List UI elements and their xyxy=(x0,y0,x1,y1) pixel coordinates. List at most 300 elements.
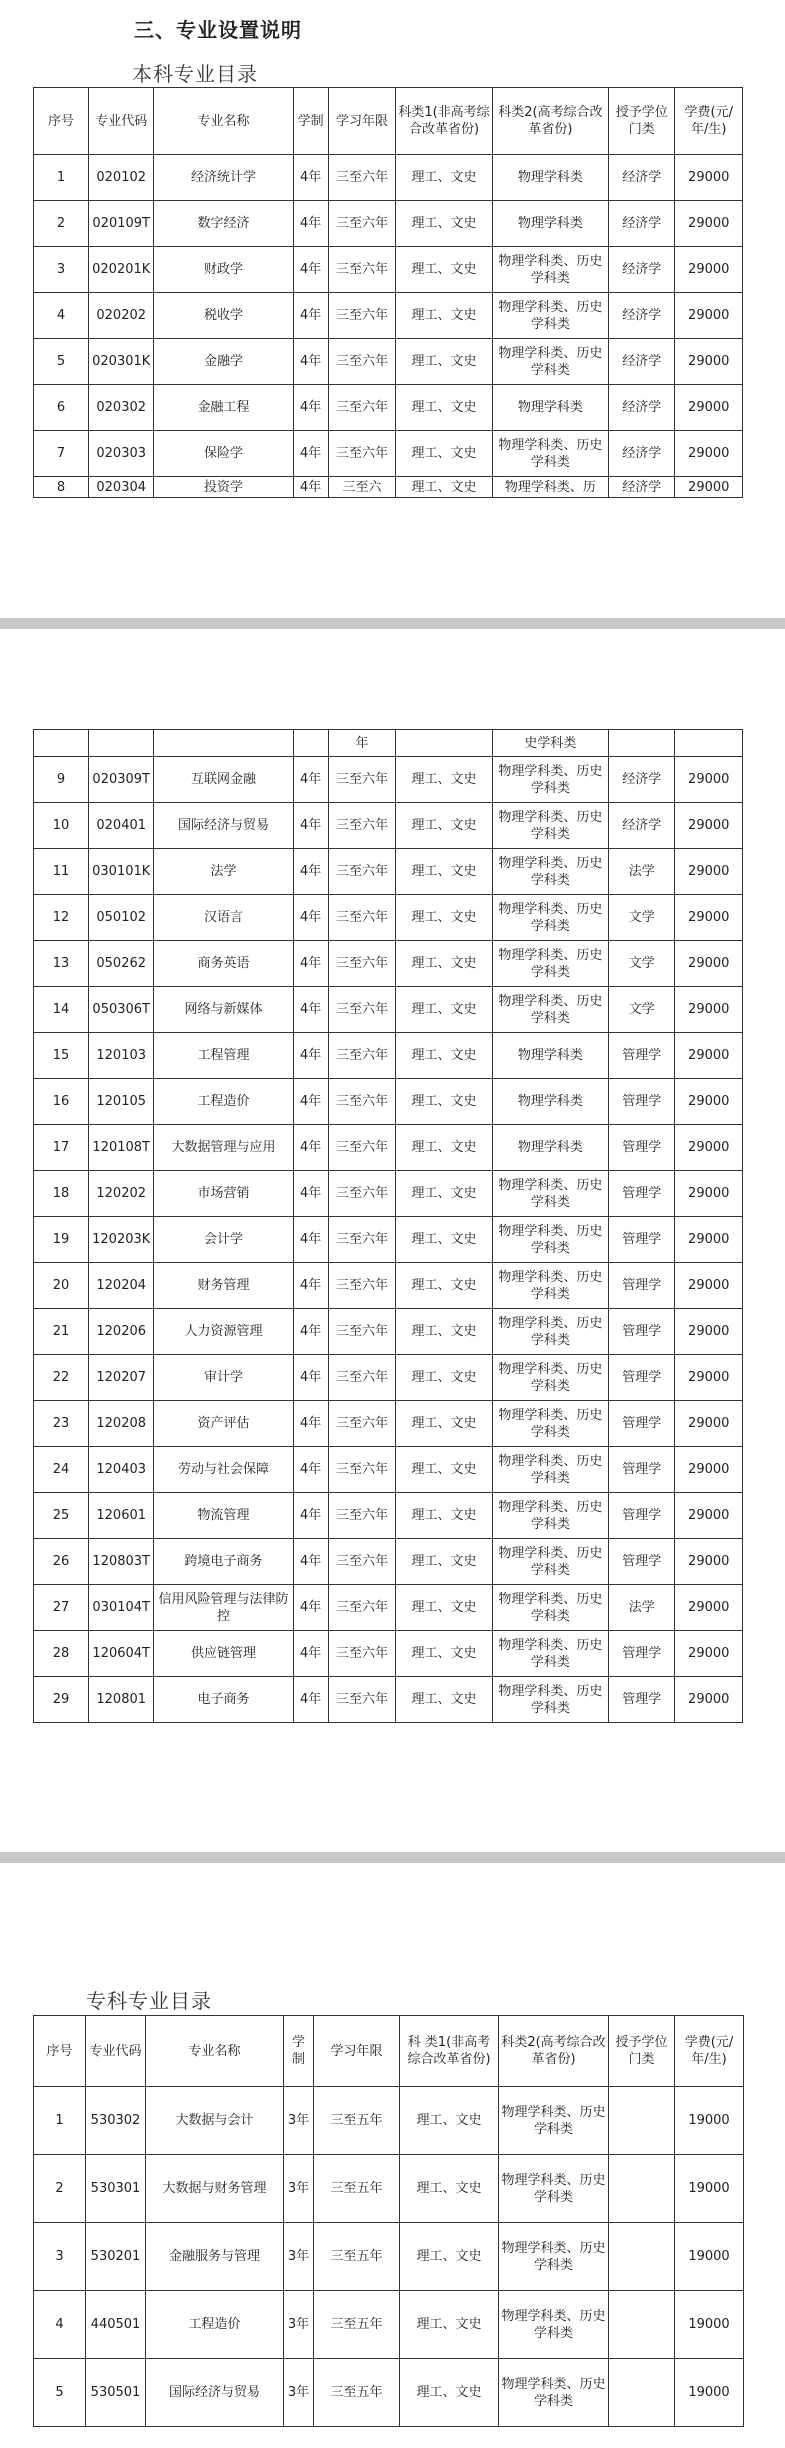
cell-length: 4年 xyxy=(293,477,328,498)
cell-category1: 理工、文史 xyxy=(396,1401,493,1447)
cell-seq: 20 xyxy=(34,1263,89,1309)
cell-category1: 理工、文史 xyxy=(396,941,493,987)
cell-tuition: 29000 xyxy=(675,339,743,385)
cell-degree: 经济学 xyxy=(609,385,675,431)
cell-seq: 29 xyxy=(34,1677,89,1723)
cell-category1: 理工、文史 xyxy=(396,1355,493,1401)
cell-major: 金融学 xyxy=(154,339,293,385)
table-row xyxy=(34,1033,743,1079)
cell-years: 三至六年 xyxy=(328,757,395,803)
cell-code: 020304 xyxy=(89,477,154,498)
cell-years: 三至五年 xyxy=(314,2223,400,2291)
table-row xyxy=(34,1309,743,1355)
cell-category2: 物理学科类、历史学科类 xyxy=(492,1171,608,1217)
cell-years: 三至六年 xyxy=(328,849,395,895)
cell-tuition: 29000 xyxy=(675,247,743,293)
cell-degree: 管理学 xyxy=(609,1631,675,1677)
undergrad-catalog-title: 本科专业目录 xyxy=(132,62,258,86)
cell-degree: 管理学 xyxy=(609,1539,675,1585)
cell-category2: 物理学科类、历史学科类 xyxy=(499,2291,609,2359)
cell-years: 三至五年 xyxy=(314,2155,400,2223)
cell-length: 4年 xyxy=(293,757,328,803)
cell-tuition: 29000 xyxy=(675,757,743,803)
page-separator xyxy=(0,1852,785,1863)
cell-category2: 物理学科类 xyxy=(492,1079,608,1125)
cell-years: 三至六年 xyxy=(328,803,395,849)
cell-tuition: 29000 xyxy=(675,1631,743,1677)
cell-major: 工程造价 xyxy=(146,2291,284,2359)
cell-seq: 2 xyxy=(34,2155,86,2223)
cell-category1: 理工、文史 xyxy=(400,2291,499,2359)
cell-major: 网络与新媒体 xyxy=(154,987,293,1033)
page-separator xyxy=(0,618,785,629)
cell-seq: 19 xyxy=(34,1217,89,1263)
cell-category2: 物理学科类、历史学科类 xyxy=(499,2087,609,2155)
cell-seq: 3 xyxy=(34,2223,86,2291)
table-row xyxy=(34,1217,743,1263)
table-row xyxy=(34,247,743,293)
cell-code: 120206 xyxy=(89,1309,154,1355)
cell-years: 三至六年 xyxy=(328,1309,395,1355)
cell-code: 020102 xyxy=(89,155,154,201)
cell-degree: 经济学 xyxy=(609,477,675,498)
cell-code: 050102 xyxy=(89,895,154,941)
cell-major: 国际经济与贸易 xyxy=(154,803,293,849)
cell-code: 120803T xyxy=(89,1539,154,1585)
cell-length: 4年 xyxy=(293,1355,328,1401)
cell-major: 金融服务与管理 xyxy=(146,2223,284,2291)
cell-seq xyxy=(34,730,89,757)
cell-category2: 物理学科类、历史学科类 xyxy=(492,1217,608,1263)
table-row xyxy=(34,2087,744,2155)
cell-length: 4年 xyxy=(293,1171,328,1217)
cell-length: 4年 xyxy=(293,1125,328,1171)
header-category1: 科 类1(非高考综合改革省份) xyxy=(400,2016,499,2087)
cell-code: 120601 xyxy=(89,1493,154,1539)
cell-category1: 理工、文史 xyxy=(396,339,493,385)
cell-years: 三至六年 xyxy=(328,1447,395,1493)
cell-tuition: 19000 xyxy=(675,2155,744,2223)
cell-major: 工程管理 xyxy=(154,1033,293,1079)
table-row xyxy=(34,1125,743,1171)
cell-category2: 物理学科类、历史学科类 xyxy=(492,941,608,987)
cell-major: 税收学 xyxy=(154,293,293,339)
cell-category1 xyxy=(396,730,493,757)
cell-length: 3年 xyxy=(284,2223,314,2291)
cell-major: 互联网金融 xyxy=(154,757,293,803)
cell-code: 120105 xyxy=(89,1079,154,1125)
cell-major: 数字经济 xyxy=(154,201,293,247)
cell-code: 020303 xyxy=(89,431,154,477)
cell-major: 物流管理 xyxy=(154,1493,293,1539)
cell-category1: 理工、文史 xyxy=(396,293,493,339)
undergrad-table-part1 xyxy=(33,87,743,498)
cell-tuition: 19000 xyxy=(675,2223,744,2291)
cell-years: 三至六年 xyxy=(328,1631,395,1677)
cell-major: 信用风险管理与法律防控 xyxy=(154,1585,293,1631)
cell-years: 三至六年 xyxy=(328,155,395,201)
cell-tuition: 29000 xyxy=(675,1171,743,1217)
table-row xyxy=(34,1585,743,1631)
cell-degree: 管理学 xyxy=(609,1677,675,1723)
header-code: 专业代码 xyxy=(86,2016,146,2087)
cell-years: 三至六年 xyxy=(328,1355,395,1401)
table-row xyxy=(34,431,743,477)
cell-years: 三至六年 xyxy=(328,201,395,247)
cell-tuition: 19000 xyxy=(675,2291,744,2359)
cell-category1: 理工、文史 xyxy=(396,1125,493,1171)
cell-seq: 7 xyxy=(34,431,89,477)
cell-tuition: 29000 xyxy=(675,1677,743,1723)
cell-length: 4年 xyxy=(293,339,328,385)
cell-years: 三至六年 xyxy=(328,1401,395,1447)
cell-major: 财务管理 xyxy=(154,1263,293,1309)
cell-seq: 26 xyxy=(34,1539,89,1585)
header-seq: 序号 xyxy=(34,88,89,155)
cell-seq: 10 xyxy=(34,803,89,849)
cell-category2: 物理学科类 xyxy=(492,201,608,247)
cell-years: 三至六年 xyxy=(328,1263,395,1309)
section-title: 三、专业设置说明 xyxy=(134,18,302,42)
cell-seq: 1 xyxy=(34,2087,86,2155)
header-degree: 授予学位门类 xyxy=(609,2016,675,2087)
cell-degree: 经济学 xyxy=(609,155,675,201)
cell-category2: 物理学科类、历史学科类 xyxy=(492,1631,608,1677)
cell-degree: 管理学 xyxy=(609,1355,675,1401)
cell-degree: 文学 xyxy=(609,987,675,1033)
cell-years: 三至六年 xyxy=(328,1217,395,1263)
cell-category1: 理工、文史 xyxy=(396,1585,493,1631)
cell-degree: 管理学 xyxy=(609,1401,675,1447)
cell-category1: 理工、文史 xyxy=(396,1539,493,1585)
cell-tuition: 29000 xyxy=(675,431,743,477)
cell-length: 4年 xyxy=(293,803,328,849)
cell-category2: 物理学科类、历史学科类 xyxy=(492,1539,608,1585)
header-years: 学习年限 xyxy=(328,88,395,155)
cell-degree: 经济学 xyxy=(609,293,675,339)
cell-length: 4年 xyxy=(293,1631,328,1677)
cell-code: 120202 xyxy=(89,1171,154,1217)
cell-tuition xyxy=(675,730,743,757)
table-row xyxy=(34,2155,744,2223)
cell-length: 4年 xyxy=(293,1401,328,1447)
cell-category1: 理工、文史 xyxy=(396,431,493,477)
cell-years: 三至六年 xyxy=(328,385,395,431)
cell-code: 440501 xyxy=(86,2291,146,2359)
cell-code: 020109T xyxy=(89,201,154,247)
cell-length: 4年 xyxy=(293,1677,328,1723)
cell-code: 120604T xyxy=(89,1631,154,1677)
undergrad-table-part2 xyxy=(33,729,743,1723)
table-row xyxy=(34,1079,743,1125)
cell-major: 跨境电子商务 xyxy=(154,1539,293,1585)
cell-years: 三至六年 xyxy=(328,1677,395,1723)
cell-category1: 理工、文史 xyxy=(396,155,493,201)
cell-tuition: 29000 xyxy=(675,1079,743,1125)
cell-category1: 理工、文史 xyxy=(396,1079,493,1125)
cell-major: 汉语言 xyxy=(154,895,293,941)
cell-category2: 物理学科类、历 xyxy=(492,477,608,498)
cell-major: 财政学 xyxy=(154,247,293,293)
cell-length: 4年 xyxy=(293,1493,328,1539)
table-row xyxy=(34,730,743,757)
cell-tuition: 29000 xyxy=(675,155,743,201)
cell-category1: 理工、文史 xyxy=(400,2155,499,2223)
cell-code: 020401 xyxy=(89,803,154,849)
cell-degree: 管理学 xyxy=(609,1309,675,1355)
cell-seq: 11 xyxy=(34,849,89,895)
cell-seq: 12 xyxy=(34,895,89,941)
cell-tuition: 29000 xyxy=(675,1033,743,1079)
cell-category2: 物理学科类、历史学科类 xyxy=(492,1677,608,1723)
cell-code: 020309T xyxy=(89,757,154,803)
cell-degree: 经济学 xyxy=(609,757,675,803)
cell-length: 4年 xyxy=(293,1033,328,1079)
cell-code: 530501 xyxy=(86,2359,146,2427)
cell-length: 4年 xyxy=(293,201,328,247)
cell-seq: 15 xyxy=(34,1033,89,1079)
cell-code: 530301 xyxy=(86,2155,146,2223)
cell-code: 120208 xyxy=(89,1401,154,1447)
cell-degree xyxy=(609,2291,675,2359)
cell-category2: 物理学科类、历史学科类 xyxy=(492,895,608,941)
table-header-row xyxy=(34,88,743,155)
cell-category2: 物理学科类、历史学科类 xyxy=(492,757,608,803)
cell-code: 030101K xyxy=(89,849,154,895)
cell-code: 530201 xyxy=(86,2223,146,2291)
cell-length: 4年 xyxy=(293,431,328,477)
cell-major: 大数据管理与应用 xyxy=(154,1125,293,1171)
table-row xyxy=(34,987,743,1033)
cell-seq: 1 xyxy=(34,155,89,201)
cell-years: 三至六年 xyxy=(328,987,395,1033)
cell-tuition: 29000 xyxy=(675,201,743,247)
cell-category1: 理工、文史 xyxy=(400,2223,499,2291)
cell-major: 商务英语 xyxy=(154,941,293,987)
table-row xyxy=(34,1171,743,1217)
cell-major: 国际经济与贸易 xyxy=(146,2359,284,2427)
cell-degree: 法学 xyxy=(609,1585,675,1631)
cell-category2: 物理学科类、历史学科类 xyxy=(499,2223,609,2291)
cell-length: 4年 xyxy=(293,385,328,431)
table-row xyxy=(34,1631,743,1677)
cell-tuition: 29000 xyxy=(675,385,743,431)
header-length: 学制 xyxy=(293,88,328,155)
cell-tuition: 29000 xyxy=(675,1263,743,1309)
cell-length: 4年 xyxy=(293,987,328,1033)
cell-category2: 物理学科类、历史学科类 xyxy=(492,849,608,895)
cell-degree: 管理学 xyxy=(609,1033,675,1079)
cell-category2: 物理学科类 xyxy=(492,1125,608,1171)
cell-category2: 物理学科类 xyxy=(492,155,608,201)
table-row xyxy=(34,803,743,849)
cell-length: 3年 xyxy=(284,2359,314,2427)
cell-tuition: 29000 xyxy=(675,1401,743,1447)
cell-years: 三至六年 xyxy=(328,1539,395,1585)
cell-code: 120801 xyxy=(89,1677,154,1723)
cell-degree: 经济学 xyxy=(609,201,675,247)
cell-length: 4年 xyxy=(293,1263,328,1309)
cell-tuition: 29000 xyxy=(675,803,743,849)
cell-code: 120207 xyxy=(89,1355,154,1401)
cell-category1: 理工、文史 xyxy=(396,757,493,803)
cell-degree: 管理学 xyxy=(609,1079,675,1125)
cell-seq: 25 xyxy=(34,1493,89,1539)
vocational-table xyxy=(33,2015,744,2427)
cell-seq: 18 xyxy=(34,1171,89,1217)
table-row xyxy=(34,849,743,895)
cell-years: 三至六年 xyxy=(328,293,395,339)
cell-years: 三至五年 xyxy=(314,2291,400,2359)
cell-category2: 物理学科类、历史学科类 xyxy=(492,1263,608,1309)
header-code: 专业代码 xyxy=(89,88,154,155)
cell-seq: 28 xyxy=(34,1631,89,1677)
cell-seq: 2 xyxy=(34,201,89,247)
header-major: 专业名称 xyxy=(146,2016,284,2087)
cell-major: 劳动与社会保障 xyxy=(154,1447,293,1493)
cell-degree: 管理学 xyxy=(609,1217,675,1263)
cell-seq: 4 xyxy=(34,2291,86,2359)
table-row xyxy=(34,895,743,941)
cell-degree: 管理学 xyxy=(609,1447,675,1493)
cell-category1: 理工、文史 xyxy=(396,247,493,293)
cell-seq: 23 xyxy=(34,1401,89,1447)
cell-length: 4年 xyxy=(293,155,328,201)
cell-category1: 理工、文史 xyxy=(396,1217,493,1263)
cell-seq: 17 xyxy=(34,1125,89,1171)
cell-years: 三至六 xyxy=(328,477,395,498)
cell-category1: 理工、文史 xyxy=(400,2359,499,2427)
document-page-1 xyxy=(0,0,785,618)
cell-seq: 22 xyxy=(34,1355,89,1401)
cell-tuition: 29000 xyxy=(675,1539,743,1585)
cell-length: 4年 xyxy=(293,895,328,941)
cell-seq: 3 xyxy=(34,247,89,293)
header-category1: 科类1(非高考综合改革省份) xyxy=(396,88,493,155)
cell-years: 年 xyxy=(328,730,395,757)
cell-major: 供应链管理 xyxy=(154,1631,293,1677)
cell-seq: 16 xyxy=(34,1079,89,1125)
table-row xyxy=(34,1447,743,1493)
cell-major: 会计学 xyxy=(154,1217,293,1263)
cell-code: 530302 xyxy=(86,2087,146,2155)
table-row xyxy=(34,1493,743,1539)
cell-code: 120403 xyxy=(89,1447,154,1493)
cell-category2: 物理学科类、历史学科类 xyxy=(492,293,608,339)
cell-seq: 6 xyxy=(34,385,89,431)
cell-category1: 理工、文史 xyxy=(396,895,493,941)
table-row xyxy=(34,941,743,987)
cell-category1: 理工、文史 xyxy=(396,1631,493,1677)
cell-tuition: 29000 xyxy=(675,293,743,339)
cell-tuition: 29000 xyxy=(675,1309,743,1355)
cell-category1: 理工、文史 xyxy=(396,849,493,895)
cell-category2: 物理学科类、历史学科类 xyxy=(492,987,608,1033)
cell-years: 三至六年 xyxy=(328,339,395,385)
cell-category2: 物理学科类、历史学科类 xyxy=(499,2359,609,2427)
cell-category1: 理工、文史 xyxy=(396,477,493,498)
cell-years: 三至五年 xyxy=(314,2359,400,2427)
cell-seq: 4 xyxy=(34,293,89,339)
table-row xyxy=(34,2223,744,2291)
cell-years: 三至六年 xyxy=(328,1125,395,1171)
cell-length: 4年 xyxy=(293,1309,328,1355)
cell-degree: 文学 xyxy=(609,941,675,987)
table-row xyxy=(34,1539,743,1585)
cell-length xyxy=(293,730,328,757)
cell-tuition: 19000 xyxy=(675,2359,744,2427)
cell-length: 4年 xyxy=(293,1217,328,1263)
cell-category1: 理工、文史 xyxy=(396,1263,493,1309)
table-row xyxy=(34,477,743,498)
cell-seq: 13 xyxy=(34,941,89,987)
cell-category2: 物理学科类、历史学科类 xyxy=(492,431,608,477)
cell-tuition: 29000 xyxy=(675,1217,743,1263)
cell-length: 3年 xyxy=(284,2155,314,2223)
document-page-3 xyxy=(0,1863,785,2448)
cell-seq: 21 xyxy=(34,1309,89,1355)
header-category2: 科类2(高考综合改革省份) xyxy=(499,2016,609,2087)
cell-degree: 经济学 xyxy=(609,339,675,385)
cell-tuition: 29000 xyxy=(675,849,743,895)
cell-tuition: 29000 xyxy=(675,1447,743,1493)
table-header-row xyxy=(34,2016,744,2087)
table-row xyxy=(34,1355,743,1401)
cell-years: 三至五年 xyxy=(314,2087,400,2155)
table-row xyxy=(34,155,743,201)
cell-major: 市场营销 xyxy=(154,1171,293,1217)
cell-major: 审计学 xyxy=(154,1355,293,1401)
cell-major: 投资学 xyxy=(154,477,293,498)
table-row xyxy=(34,385,743,431)
cell-category2: 物理学科类、历史学科类 xyxy=(492,339,608,385)
table-row xyxy=(34,1401,743,1447)
cell-years: 三至六年 xyxy=(328,431,395,477)
cell-category2: 物理学科类、历史学科类 xyxy=(492,1447,608,1493)
cell-category1: 理工、文史 xyxy=(396,201,493,247)
cell-category1: 理工、文史 xyxy=(396,1447,493,1493)
cell-code xyxy=(89,730,154,757)
cell-years: 三至六年 xyxy=(328,1171,395,1217)
cell-category1: 理工、文史 xyxy=(400,2087,499,2155)
cell-length: 4年 xyxy=(293,1447,328,1493)
cell-length: 4年 xyxy=(293,293,328,339)
table-row xyxy=(34,2359,744,2427)
cell-category1: 理工、文史 xyxy=(396,385,493,431)
cell-years: 三至六年 xyxy=(328,1079,395,1125)
cell-tuition: 29000 xyxy=(675,477,743,498)
cell-category2: 物理学科类、历史学科类 xyxy=(492,803,608,849)
cell-length: 3年 xyxy=(284,2291,314,2359)
cell-years: 三至六年 xyxy=(328,1493,395,1539)
cell-category1: 理工、文史 xyxy=(396,1309,493,1355)
cell-code: 020301K xyxy=(89,339,154,385)
table-row xyxy=(34,1263,743,1309)
cell-major: 大数据与会计 xyxy=(146,2087,284,2155)
cell-seq: 9 xyxy=(34,757,89,803)
cell-degree: 经济学 xyxy=(609,803,675,849)
cell-code: 020201K xyxy=(89,247,154,293)
cell-tuition: 29000 xyxy=(675,895,743,941)
cell-length: 4年 xyxy=(293,849,328,895)
cell-years: 三至六年 xyxy=(328,941,395,987)
cell-category1: 理工、文史 xyxy=(396,1171,493,1217)
cell-category2: 物理学科类、历史学科类 xyxy=(492,247,608,293)
cell-code: 120108T xyxy=(89,1125,154,1171)
header-seq: 序号 xyxy=(34,2016,86,2087)
cell-category2: 物理学科类、历史学科类 xyxy=(492,1401,608,1447)
cell-years: 三至六年 xyxy=(328,1033,395,1079)
